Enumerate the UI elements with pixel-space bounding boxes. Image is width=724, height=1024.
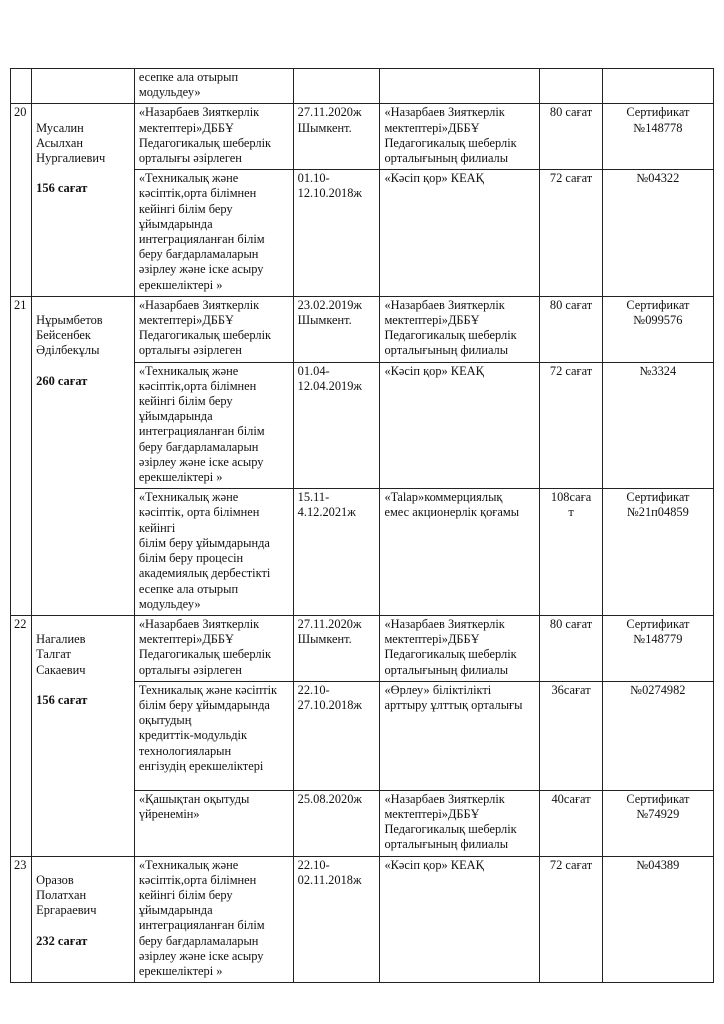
course-organizer: «Кәсіп қор» КЕАҚ — [380, 170, 540, 297]
course-date: 22.10- 27.10.2018ж — [293, 681, 380, 790]
training-table — [10, 68, 714, 983]
certificate-number — [602, 69, 713, 104]
table-row — [11, 615, 714, 681]
employee-name: Оразов Полатхан Ергараевич — [36, 872, 97, 918]
course-hours: 40сағат — [540, 790, 602, 856]
course-hours: 72 сағат — [540, 856, 602, 983]
course-date: 27.11.2020ж Шымкент. — [293, 615, 380, 681]
certificate-number: №04322 — [602, 170, 713, 297]
course-date: 01.10- 12.10.2018ж — [293, 170, 380, 297]
course-hours: 80 сағат — [540, 104, 602, 170]
course-title: «Назарбаев Зияткерлік мектептері»ДББҰ Педагогикалық шеберлік орталығы әзірлеген — [134, 296, 293, 362]
course-organizer: «Кәсіп қор» КЕАҚ — [380, 362, 540, 489]
employee-name-cell — [32, 296, 135, 615]
course-organizer: «Кәсіп қор» КЕАҚ — [380, 856, 540, 983]
certificate-number: Сертификат №21п04859 — [602, 489, 713, 616]
course-organizer: «Өрлеу» біліктілікті арттыру ұлттық орталығы — [380, 681, 540, 790]
course-date: 15.11- 4.12.2021ж — [293, 489, 380, 616]
certificate-number: Сертификат №148778 — [602, 104, 713, 170]
training-table-body — [11, 69, 714, 983]
course-title: «Назарбаев Зияткерлік мектептері»ДББҰ Педагогикалық шеберлік орталығы әзірлеген — [134, 615, 293, 681]
table-row — [11, 69, 714, 104]
course-date: 25.08.2020ж — [293, 790, 380, 856]
course-date: 27.11.2020ж Шымкент. — [293, 104, 380, 170]
course-hours: 108сағa т — [540, 489, 602, 616]
table-row — [11, 296, 714, 362]
employee-name-cell — [32, 615, 135, 856]
row-number: 23 — [11, 856, 32, 983]
employee-total-hours: 260 сағат — [36, 373, 88, 388]
employee-name-cell — [32, 856, 135, 983]
employee-total-hours: 156 сағат — [36, 181, 88, 196]
course-organizer: «Назарбаев Зияткерлік мектептері»ДББҰ Педагогикалық шеберлік орталығының филиалы — [380, 615, 540, 681]
course-organizer: «Назарбаев Зияткерлік мектептері»ДББҰ Педагогикалық шеберлік орталығының филиалы — [380, 296, 540, 362]
employee-name-cell — [32, 104, 135, 296]
employee-total-hours: 156 сағат — [36, 692, 88, 707]
certificate-number: Сертификат №74929 — [602, 790, 713, 856]
employee-total-hours: 232 сағат — [36, 933, 88, 948]
row-number: 22 — [11, 615, 32, 856]
course-date: 23.02.2019ж Шымкент. — [293, 296, 380, 362]
course-hours: 72 сағат — [540, 362, 602, 489]
certificate-number: №3324 — [602, 362, 713, 489]
course-title: «Қашықтан оқытуды үйренемін» — [134, 790, 293, 856]
course-title: «Техникалық және кәсіптік, орта білімнен кейінгі білім беру ұйымдарында білім беру процесін академиялық дербестікті есепке ала отырып модульдеу» — [134, 489, 293, 616]
employee-name-cell — [32, 69, 135, 104]
course-title: «Техникалық және кәсіптік,орта білімнен кейінгі білім беру ұйымдарында интеграцияланған білім беру бағдарламаларын әзірлеу және іске асыру ерекшеліктері » — [134, 362, 293, 489]
course-date: 22.10- 02.11.2018ж — [293, 856, 380, 983]
row-number: 20 — [11, 104, 32, 296]
course-hours: 36сағат — [540, 681, 602, 790]
row-number: 21 — [11, 296, 32, 615]
certificate-number: №04389 — [602, 856, 713, 983]
course-title: «Техникалық және кәсіптік,орта білімнен кейінгі білім беру ұйымдарында интеграцияланған білім беру бағдарламаларын әзірлеу және іске асыру ерекшеліктері » — [134, 856, 293, 983]
row-number — [11, 69, 32, 104]
course-hours — [540, 69, 602, 104]
course-title: есепке ала отырып модульдеу» — [134, 69, 293, 104]
course-organizer — [380, 69, 540, 104]
certificate-number: Сертификат №148779 — [602, 615, 713, 681]
certificate-number: №0274982 — [602, 681, 713, 790]
course-hours: 80 сағат — [540, 615, 602, 681]
course-organizer: «Назарбаев Зияткерлік мектептері»ДББҰ Педагогикалық шеберлік орталығының филиалы — [380, 104, 540, 170]
course-date — [293, 69, 380, 104]
table-row — [11, 104, 714, 170]
employee-name: Нұрымбетов Бейсенбек Әділбекұлы — [36, 313, 103, 358]
certificate-number: Сертификат №099576 — [602, 296, 713, 362]
course-hours: 72 сағат — [540, 170, 602, 297]
course-organizer: «Назарбаев Зияткерлік мектептері»ДББҰ Педагогикалық шеберлік орталығының филиалы — [380, 790, 540, 856]
employee-name: Мусалин Асылхан Нургалиевич — [36, 120, 106, 166]
course-title: Техникалық және кәсіптік білім беру ұйымдарында оқытудың кредиттік-модульдік технологияларын енгізудің ерекшеліктері — [134, 681, 293, 790]
course-hours: 80 сағат — [540, 296, 602, 362]
table-row — [11, 856, 714, 983]
employee-name: Нагалиев Талгат Сакаевич — [36, 632, 86, 677]
course-organizer: «Talap»коммерциялық емес акционерлік қоғамы — [380, 489, 540, 616]
course-date: 01.04- 12.04.2019ж — [293, 362, 380, 489]
course-title: «Назарбаев Зияткерлік мектептері»ДББҰ Педагогикалық шеберлік орталығы әзірлеген — [134, 104, 293, 170]
course-title: «Техникалық және кәсіптік,орта білімнен кейінгі білім беру ұйымдарында интеграцияланған білім беру бағдарламаларын әзірлеу және іске асыру ерекшеліктері » — [134, 170, 293, 297]
